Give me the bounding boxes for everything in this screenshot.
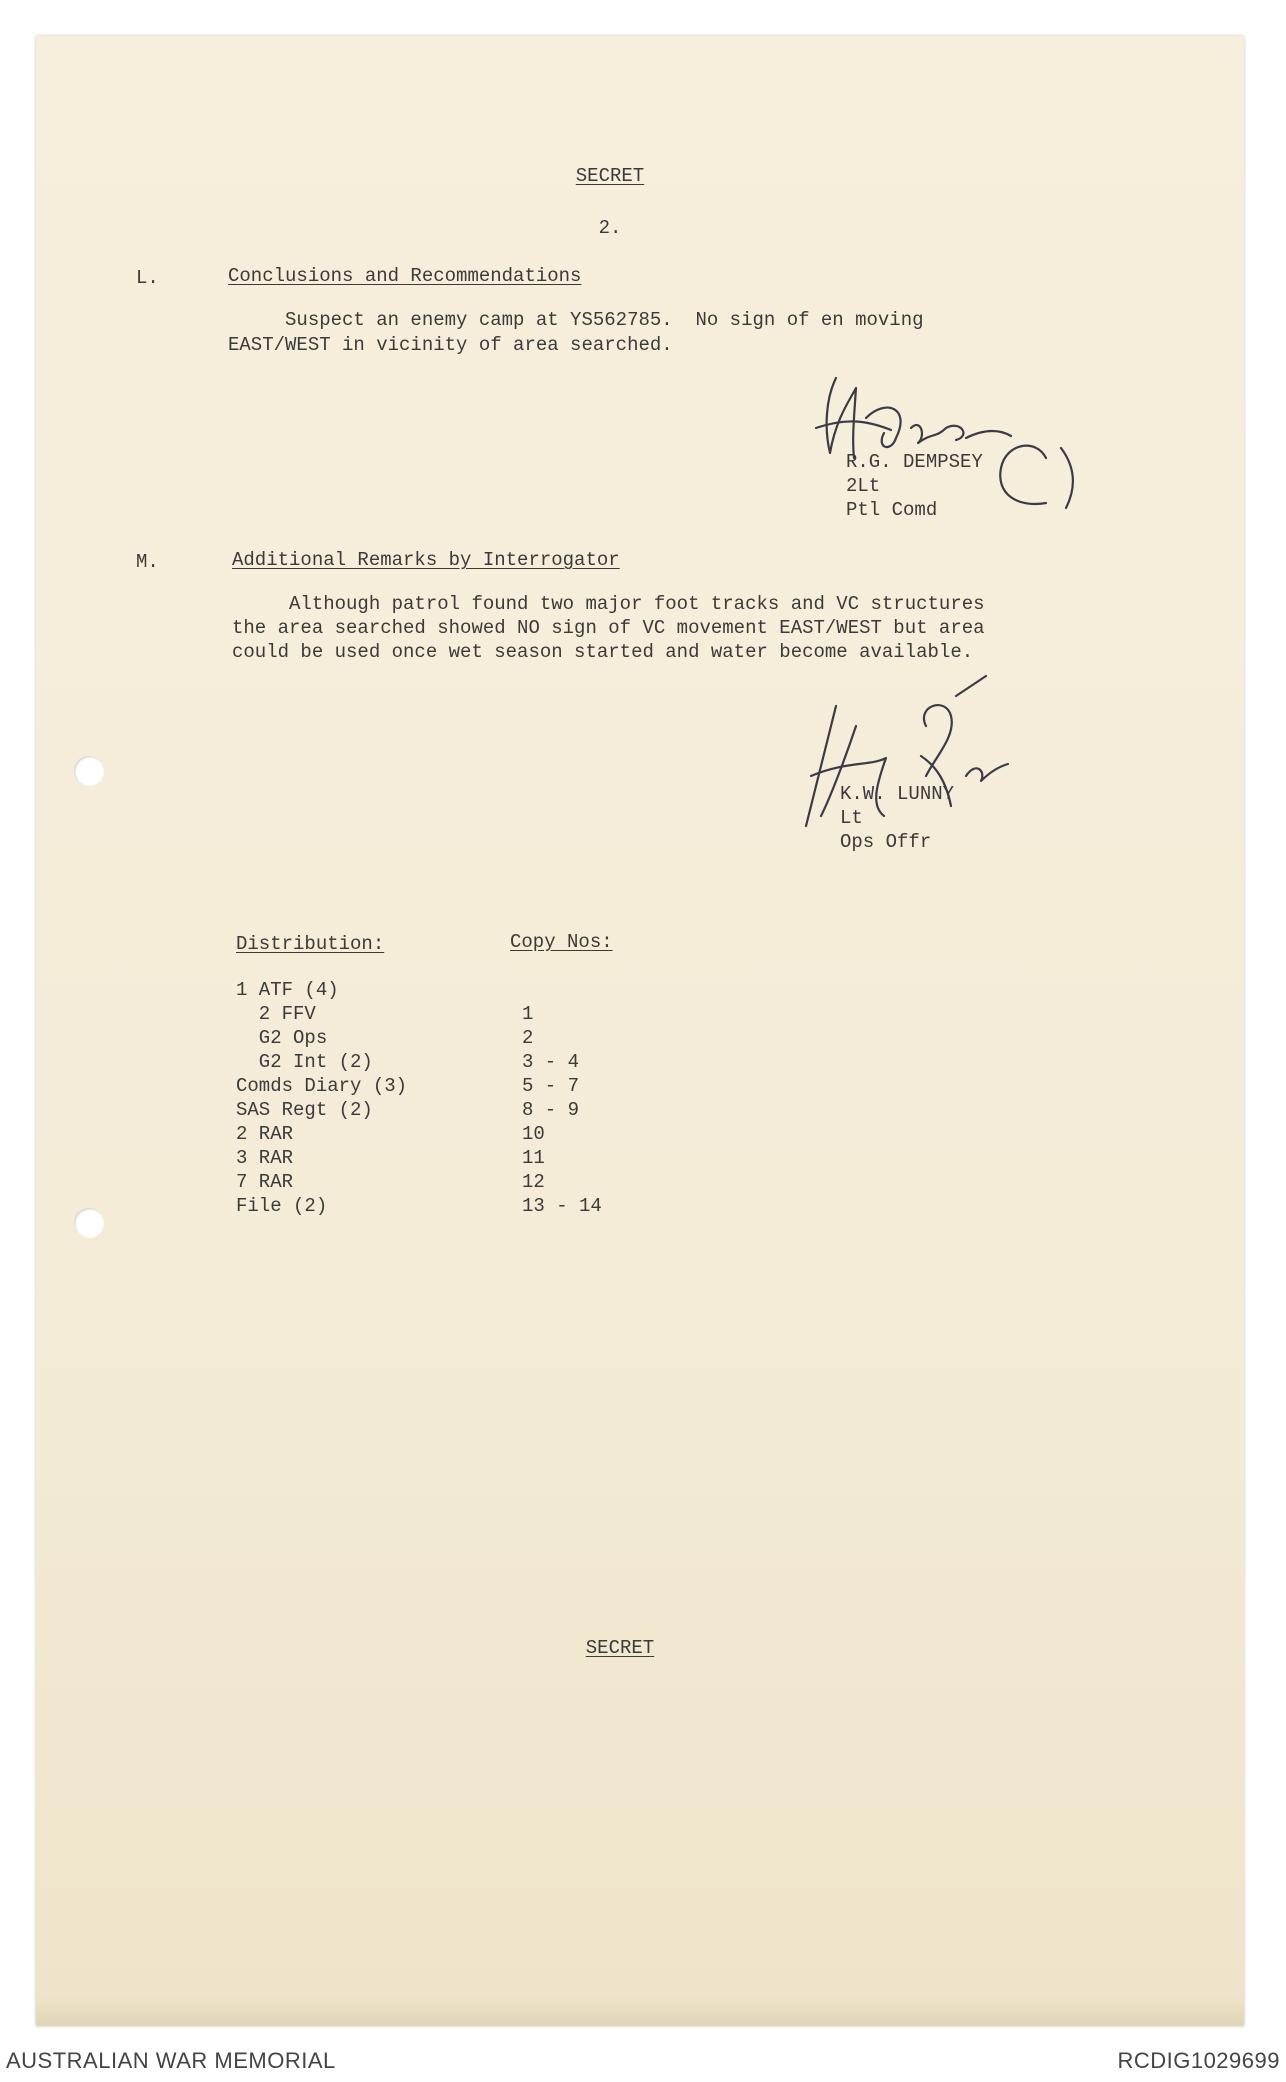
section-l-line-2: EAST/WEST in vicinity of area searched.: [228, 334, 673, 356]
copy-number: 10: [522, 1123, 545, 1145]
section-l-heading: Conclusions and Recommendations: [228, 265, 582, 287]
punch-hole-bottom: [74, 1208, 104, 1238]
page-number: 2.: [598, 217, 622, 239]
section-m-line-2: the area searched showed NO sign of VC movement EAST/WEST but area: [232, 617, 985, 639]
distribution-list: [236, 978, 407, 1218]
document-page: [36, 36, 1244, 2026]
dempsey-name: R.G. DEMPSEY: [846, 451, 983, 473]
archive-footer: [0, 2040, 1286, 2082]
section-l-letter: L.: [136, 267, 159, 289]
distribution-item: G2 Ops: [236, 1027, 328, 1049]
distribution-item: 3 RAR: [236, 1147, 294, 1169]
section-m-line-3: could be used once wet season started and water become available.: [232, 641, 974, 663]
section-m-letter: M.: [136, 551, 159, 573]
section-l-line-1: Suspect an enemy camp at YS562785. No sign of en moving: [228, 309, 924, 331]
copy-nos-heading: Copy Nos:: [510, 931, 613, 953]
classification-footer: SECRET: [585, 1637, 655, 1659]
archive-reference: RCDIG1029699: [1117, 2048, 1280, 2073]
distribution-item: 2 FFV: [236, 1003, 316, 1025]
dempsey-appointment: Ptl Comd: [846, 499, 938, 521]
section-m-heading: Additional Remarks by Interrogator: [232, 549, 620, 571]
lunny-appointment: Ops Offr: [840, 831, 932, 853]
classification-header: SECRET: [575, 165, 645, 187]
lunny-name: K.W. LUNNY: [840, 783, 955, 805]
copy-number: 11: [522, 1147, 545, 1169]
distribution-item: SAS Regt (2): [236, 1099, 373, 1121]
distribution-item: File (2): [236, 1195, 328, 1217]
archive-credit: AUSTRALIAN WAR MEMORIAL: [6, 2048, 336, 2073]
distribution-item: 1 ATF (4): [236, 979, 339, 1001]
section-m-line-1: Although patrol found two major foot tracks and VC structures: [232, 593, 985, 615]
copy-number: [522, 978, 602, 1002]
lunny-rank: Lt: [840, 807, 863, 829]
copy-number: 1: [522, 1003, 534, 1025]
copy-number: 13 - 14: [522, 1195, 602, 1217]
distribution-item: Comds Diary (3): [236, 1075, 408, 1097]
copy-number: 8 - 9: [522, 1099, 580, 1121]
punch-hole-top: [74, 756, 104, 786]
signature-lunny: [776, 666, 1036, 846]
copy-number: 5 - 7: [522, 1075, 580, 1097]
distribution-heading: Distribution:: [236, 933, 385, 955]
copy-number-list: [522, 978, 602, 1218]
distribution-item: 2 RAR: [236, 1123, 294, 1145]
copy-number: 12: [522, 1171, 545, 1193]
distribution-item: G2 Int (2): [236, 1051, 373, 1073]
copy-number: 3 - 4: [522, 1051, 580, 1073]
copy-number: 2: [522, 1027, 534, 1049]
distribution-item: 7 RAR: [236, 1171, 294, 1193]
dempsey-rank: 2Lt: [846, 475, 881, 497]
